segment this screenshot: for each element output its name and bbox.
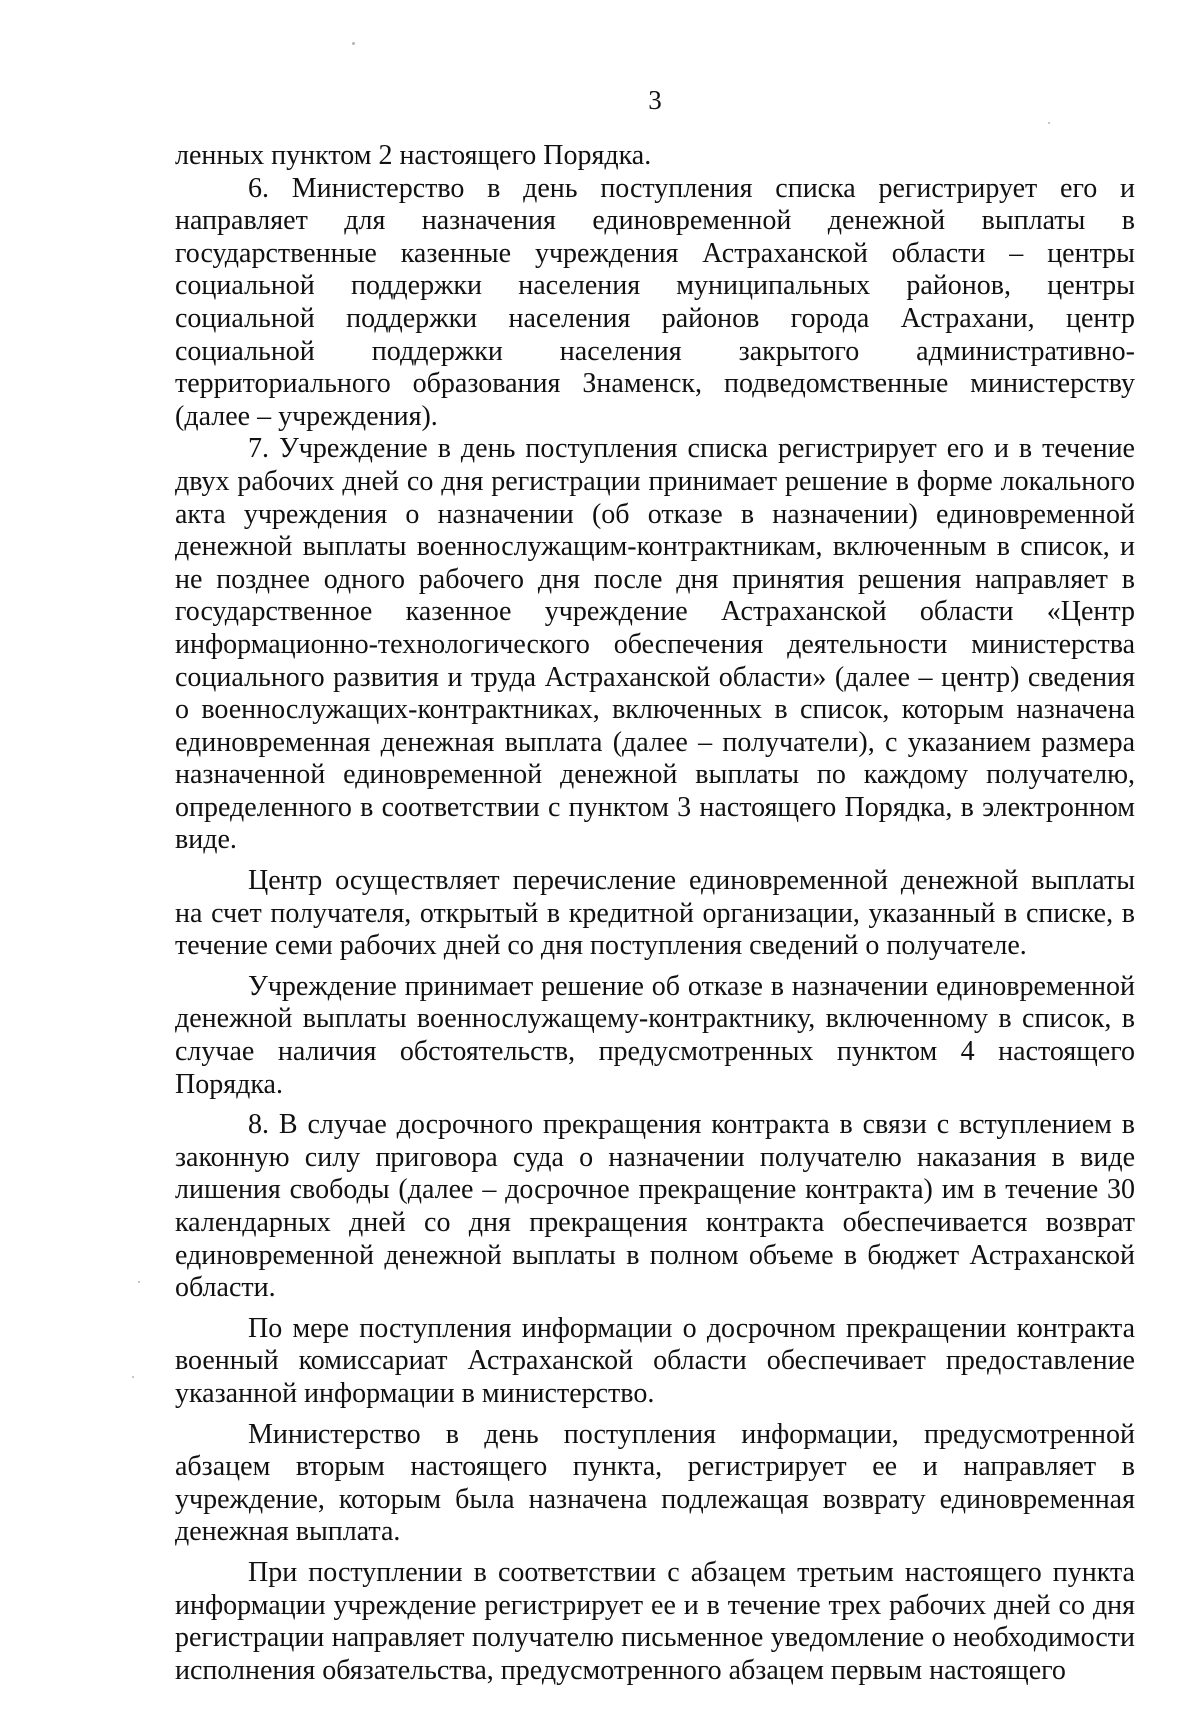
paragraph-center-transfer: Центр осуществляет перечисление единовременной денежной выплаты на счет получателя, открытый в кредитной организации, указанный в списке, в течение семи рабочих дней со дня поступления сведений о получателе. (175, 865, 1135, 962)
scan-speck (132, 1376, 134, 1378)
paragraph-institution-notice: При поступлении в соответствии с абзацем третьим настоящего пункта информации учреждение регистрирует ее и в течение трех рабочих дней со дня регистрации направляет получателю письменное уведомление о необходимости исполнения обязательства, предусмотренного абзацем первым настоящего (175, 1556, 1135, 1686)
document-body (175, 140, 1135, 1687)
paragraph-item-7: 7. Учреждение в день поступления списка регистрирует его и в течение двух рабочих дней со дня регистрации принимает решение в форме локального акта учреждения о назначении (об отказе в назначении) единовременной денежной выплаты военнослужащим-контрактникам, включенным в список, и не позднее одного рабочего дня после дня принятия решения направляет в государственное казенное учреждение Астраханской области «Центр информационно-технологического обеспечения деятельности министерства социального развития и труда Астраханской области» (далее – центр) сведения о военнослужащих-контрактниках, включенных в список, которым назначена единовременная денежная выплата (далее – получатели), с указанием размера назначенной единовременной денежной выплаты по каждому получателю, определенного в соответствии с пунктом 3 настоящего Порядка, в электронном виде. (175, 433, 1135, 856)
scan-speck (138, 1281, 140, 1283)
paragraph-item-8: 8. В случае досрочного прекращения контракта в связи с вступлением в законную силу приговора суда о назначении получателю наказания в виде лишения свободы (далее – досрочное прекращение контракта) им в течение 30 календарных дней со дня прекращения контракта обеспечивается возврат единовременной денежной выплаты в полном объеме в бюджет Астраханской области. (175, 1109, 1135, 1304)
paragraph-continuation: ленных пунктом 2 настоящего Порядка. (175, 140, 652, 171)
paragraph-refusal-decision: Учреждение принимает решение об отказе в назначении единовременной денежной выплаты военнослужащему-контрактнику, включенному в список, в случае наличия обстоятельств, предусмотренных пунктом 4 настоящего Порядка. (175, 970, 1135, 1100)
scan-speck (352, 42, 355, 45)
scan-speck (1048, 122, 1050, 124)
paragraph-commissariat-info: По мере поступления информации о досрочном прекращении контракта военный комиссариат Астраханской области обеспечивает предоставление указанной информации в министерство. (175, 1312, 1135, 1409)
paragraph-item-6: 6. Министерство в день поступления списка регистрирует его и направляет для назначения единовременной денежной выплаты в государственные казенные учреждения Астраханской области – центры социальной поддержки населения муниципальных районов, центры социальной поддержки населения районов города Астрахани, центр социальной поддержки населения закрытого административно-территориального образования Знаменск, подведомственные министерству (далее – учреждения). (175, 172, 1135, 432)
paragraph-ministry-registration: Министерство в день поступления информации, предусмотренной абзацем вторым настоящего пункта, регистрирует ее и направляет в учреждение, которым была назначена подлежащая возврату единовременная денежная выплата. (175, 1418, 1135, 1548)
page-number: 3 (648, 85, 662, 115)
